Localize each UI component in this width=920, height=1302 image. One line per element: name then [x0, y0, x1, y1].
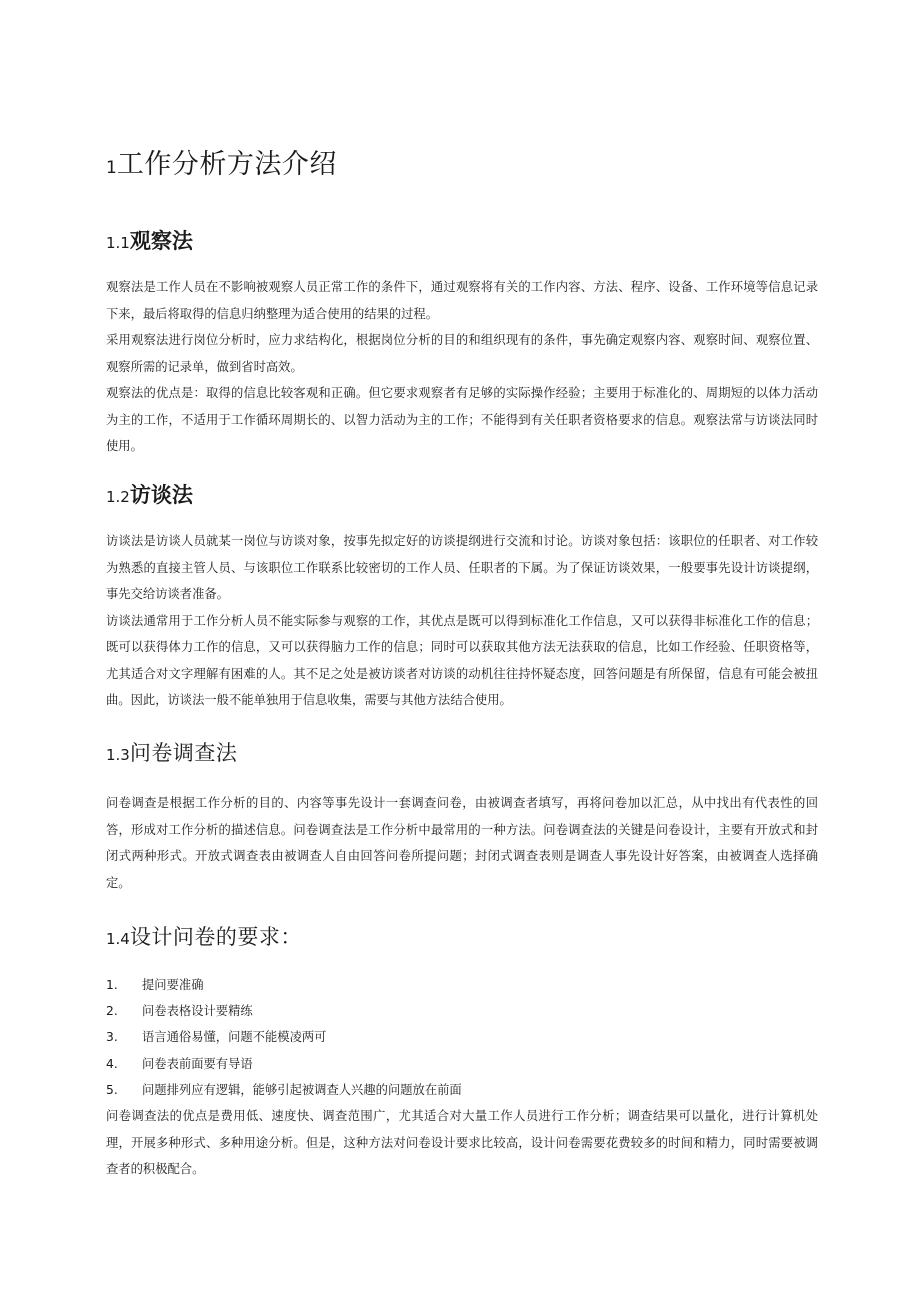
paragraph: 采用观察法进行岗位分析时，应力求结构化，根据岗位分析的目的和组织现有的条件，事先确定观察内容、观察时间、观察位置、观察所需的记录单，做到省时高效。	[106, 333, 818, 374]
list-text: 问卷表格设计要精练	[142, 1004, 253, 1019]
list-text: 问题排列应有逻辑，能够引起被调查人兴趣的问题放在前面	[142, 1082, 462, 1097]
list-number: 5.	[106, 1082, 118, 1097]
list-text: 问卷表前面要有导语	[142, 1056, 253, 1071]
section-heading-questionnaire	[106, 738, 237, 770]
section-body-questionnaire	[106, 790, 818, 896]
title-number: 1	[106, 158, 117, 178]
section-title: 问卷调查法	[129, 741, 238, 765]
section-body-questionnaire-summary	[106, 1103, 818, 1183]
section-title: 访谈法	[129, 483, 193, 507]
paragraph: 问卷调查是根据工作分析的目的、内容等事先设计一套调查问卷，由被调查者填写，再将问卷加以汇总，从中找出有代表性的回答，形成对工作分析的描述信息。问卷调查法是工作分析中最常用的一种方法。问卷调查法的关键是问卷设计，主要有开放式和封闭式两种形式。开放式调查表由被调查人自由回答问卷所提问题；封闭式调查表则是调查人事先设计好答案，由被调查人选择确定。	[106, 796, 818, 890]
list-item	[106, 972, 818, 998]
section-title: 观察法	[129, 229, 193, 253]
section-heading-interview	[106, 480, 193, 512]
paragraph: 问卷调查法的优点是费用低、速度快、调查范围广，尤其适合对大量工作人员进行工作分析；调查结果可以量化，进行计算机处理，开展多种形式、多种用途分析。但是，这种方法对问卷设计要求比较高，设计问卷需要花费较多的时间和精力，同时需要被调查者的积极配合。	[106, 1109, 818, 1176]
page-title	[106, 146, 337, 187]
list-text: 提问要准确	[142, 978, 204, 992]
list-item	[106, 1024, 818, 1050]
requirements-list	[106, 972, 818, 1103]
section-body-observation	[106, 274, 818, 460]
paragraph: 观察法的优点是：取得的信息比较客观和正确。但它要求观察者有足够的实际操作经验；主要用于标准化的、周期短的以体力活动为主的工作，不适用于工作循环周期长的、以智力活动为主的工作；不能得到有关任职者资格要求的信息。观察法常与访谈法同时使用。	[106, 386, 818, 453]
section-number: 1.1	[106, 234, 130, 252]
list-number: 4.	[106, 1056, 118, 1071]
list-item	[106, 998, 818, 1024]
list-item	[106, 1051, 818, 1077]
section-number: 1.2	[106, 488, 130, 506]
list-number: 1.	[106, 978, 118, 992]
section-number: 1.4	[106, 930, 130, 948]
list-text: 语言通俗易懂，问题不能模凌两可	[142, 1030, 327, 1045]
list-item	[106, 1077, 818, 1103]
list-number: 2.	[106, 1004, 118, 1019]
section-heading-observation	[106, 226, 193, 258]
section-body-interview	[106, 528, 818, 714]
section-heading-questionnaire-requirements	[106, 922, 302, 954]
paragraph: 访谈法通常用于工作分析人员不能实际参与观察的工作，其优点是既可以得到标准化工作信息，又可以获得非标准化工作的信息；既可以获得体力工作的信息，又可以获得脑力工作的信息；同时可以获取其他方法无法获取的信息，比如工作经验、任职资格等，尤其适合对文字理解有困难的人。其不足之处是被访谈者对访谈的动机往往持怀疑态度，回答问题是有所保留，信息有可能会被扭曲。因此，访谈法一般不能单独用于信息收集，需要与其他方法结合使用。	[106, 613, 818, 707]
list-number: 3.	[106, 1030, 118, 1045]
section-title: 设计问卷的要求：	[129, 925, 302, 949]
title-text: 工作分析方法介绍	[116, 149, 337, 180]
paragraph: 访谈法是访谈人员就某一岗位与访谈对象，按事先拟定好的访谈提纲进行交流和讨论。访谈对象包括：该职位的任职者、对工作较为熟悉的直接主管人员、与该职位工作联系比较密切的工作人员、任职者的下属。为了保证访谈效果，一般要事先设计访谈提纲，事先交给访谈者准备。	[106, 534, 818, 601]
section-number: 1.3	[106, 746, 130, 764]
paragraph: 观察法是工作人员在不影响被观察人员正常工作的条件下，通过观察将有关的工作内容、方法、程序、设备、工作环境等信息记录下来，最后将取得的信息归纳整理为适合使用的结果的过程。	[106, 280, 818, 321]
